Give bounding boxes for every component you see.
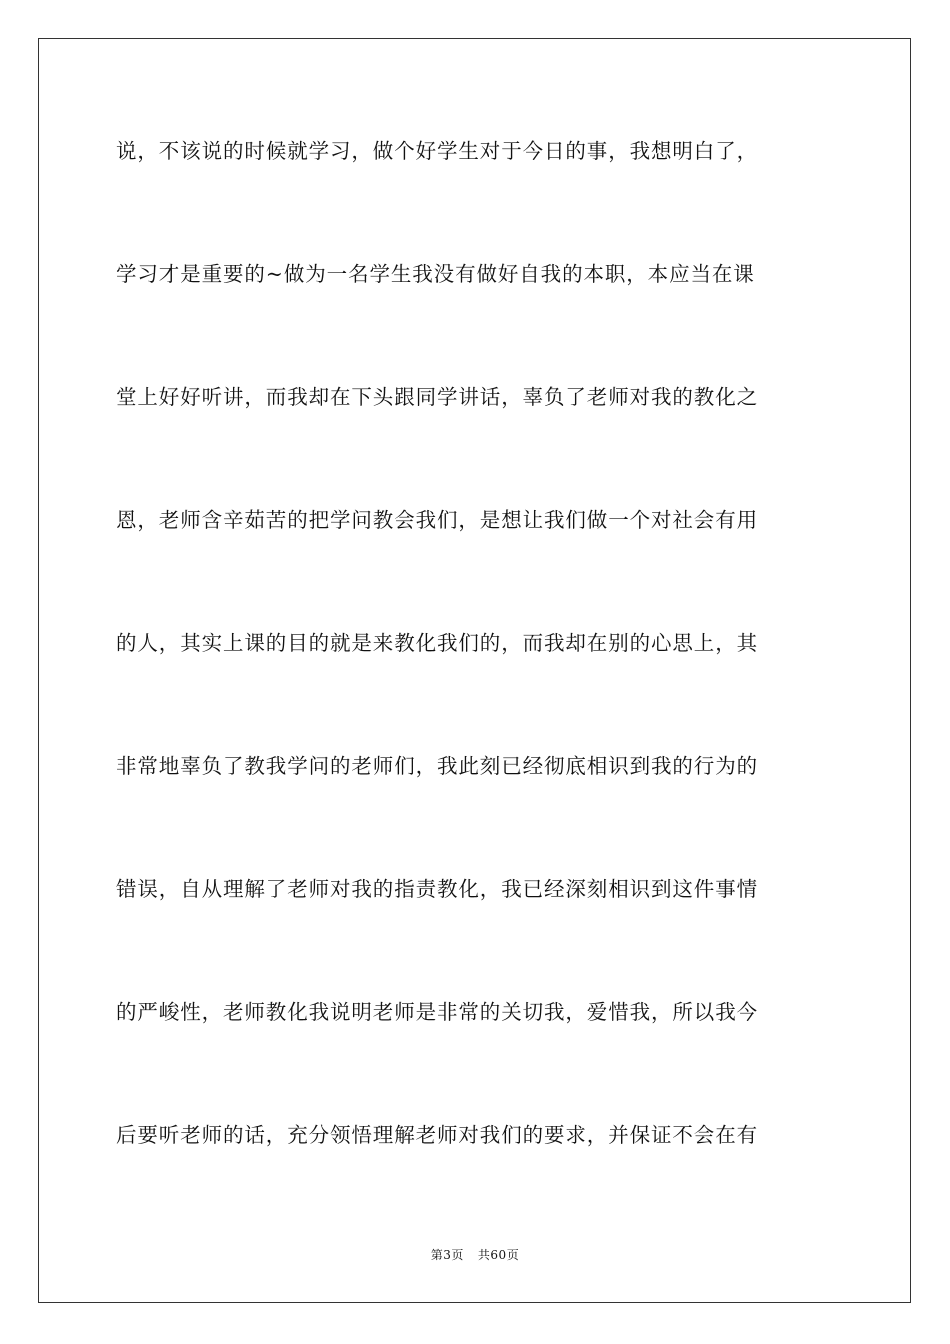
text-line-8: 的严峻性，老师教化我说明老师是非常的关切我，爱惜我，所以我今 <box>116 1000 758 1024</box>
page-number: 第3页 <box>430 1248 464 1262</box>
text-line-4: 恩，老师含辛茹苦的把学问教会我们，是想让我们做一个对社会有用 <box>116 508 758 532</box>
text-line-1: 说，不该说的时候就学习，做个好学生对于今日的事，我想明白了， <box>116 139 758 163</box>
document-body <box>116 128 836 1235</box>
total-pages: 共60页 <box>477 1248 520 1262</box>
text-line-6: 非常地辜负了教我学问的老师们，我此刻已经彻底相识到我的行为的 <box>116 754 758 778</box>
text-line-5: 的人，其实上课的目的就是来教化我们的，而我却在别的心思上，其 <box>116 631 758 655</box>
text-line-2: 学习才是重要的~做为一名学生我没有做好自我的本职，本应当在课 <box>116 262 755 286</box>
text-line-3: 堂上好好听讲，而我却在下头跟同学讲话，辜负了老师对我的教化之 <box>116 385 758 409</box>
page-footer <box>0 1246 950 1263</box>
text-line-9: 后要听老师的话，充分领悟理解老师对我们的要求，并保证不会在有 <box>116 1123 758 1147</box>
text-line-7: 错误，自从理解了老师对我的指责教化，我已经深刻相识到这件事情 <box>116 877 758 901</box>
